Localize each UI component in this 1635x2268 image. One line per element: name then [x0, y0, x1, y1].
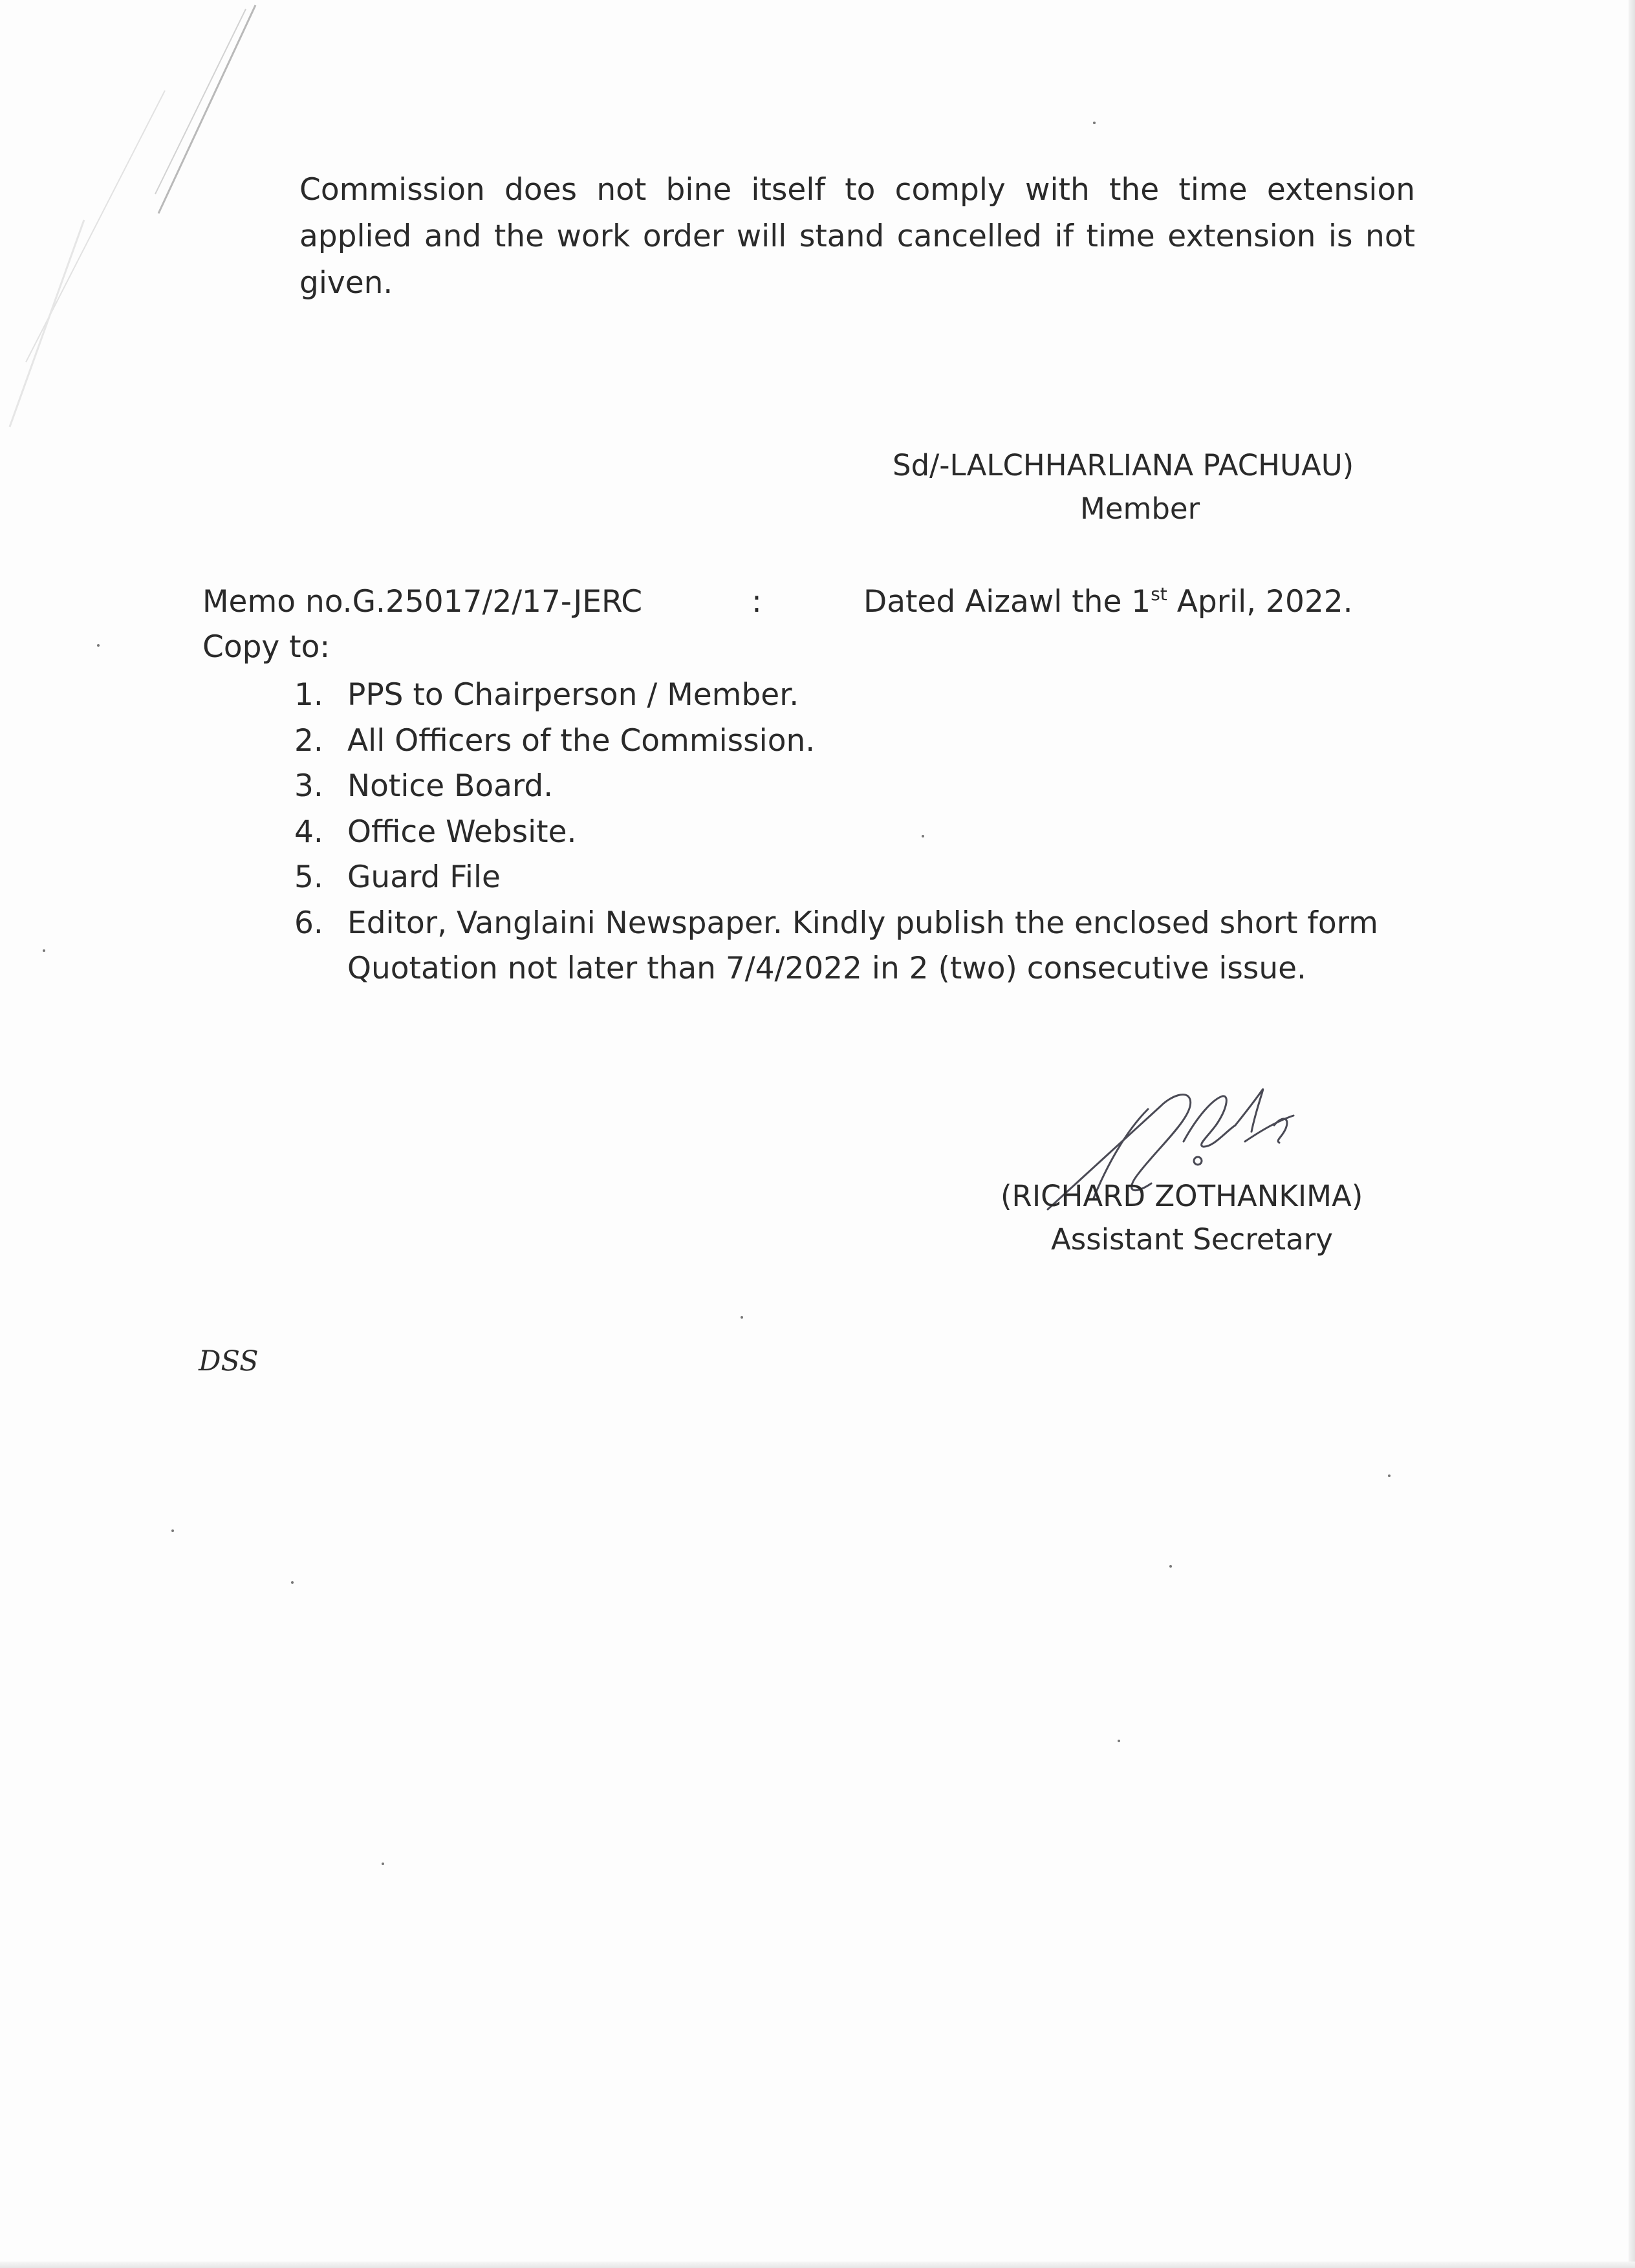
- typist-initials: DSS: [199, 1345, 259, 1377]
- list-item-text: Guard File: [347, 859, 501, 895]
- list-item-number: 3.: [294, 768, 323, 804]
- memo-date: [863, 583, 1353, 621]
- list-item-number: 4.: [294, 814, 323, 850]
- list-item-text: Editor, Vanglaini Newspaper. Kindly publish the enclosed short form Quotation not later than 7/4/2022 in 2 (two) consecutive issue.: [347, 905, 1378, 986]
- list-item-number: 1.: [294, 677, 323, 713]
- list-item: [294, 718, 1458, 764]
- list-item: [294, 901, 1458, 992]
- list-item-text: All Officers of the Commission.: [347, 722, 816, 759]
- list-item: [294, 855, 1458, 901]
- scan-edge-bottom: [0, 2262, 1635, 2268]
- memo-number: Memo no.G.25017/2/17-JERC: [202, 584, 643, 620]
- list-item-number: 6.: [294, 905, 323, 941]
- list-item-number: 2.: [294, 722, 323, 759]
- list-item: [294, 810, 1458, 856]
- body-paragraph: Commission does not bine itself to comply with the time extension applied and the work order will stand cancelled if time extension is not given.: [299, 172, 1415, 301]
- list-item: [294, 764, 1458, 810]
- memo-separator: :: [752, 584, 762, 620]
- list-item-text: Office Website.: [347, 814, 577, 850]
- signed-member-role: Member: [1080, 491, 1200, 526]
- scan-edge-right: [1629, 0, 1635, 2268]
- copy-to-list: [294, 673, 1458, 992]
- list-item-number: 5.: [294, 859, 323, 895]
- signatory-role: Assistant Secretary: [1051, 1222, 1333, 1257]
- memo-date-superscript: st: [1151, 583, 1167, 605]
- memo-date-suffix: April, 2022.: [1167, 584, 1353, 620]
- list-item: [294, 673, 1458, 718]
- signatory-name: (RICHARD ZOTHANKIMA): [1001, 1179, 1363, 1213]
- memo-date-prefix: Dated Aizawl the 1: [863, 584, 1151, 620]
- copy-to-label: Copy to:: [202, 629, 330, 665]
- signed-member-name: Sd/-LALCHHARLIANA PACHUAU): [893, 448, 1354, 482]
- list-item-text: Notice Board.: [347, 768, 554, 804]
- list-item-text: PPS to Chairperson / Member.: [347, 677, 799, 713]
- scan-crease-marks: [0, 0, 272, 453]
